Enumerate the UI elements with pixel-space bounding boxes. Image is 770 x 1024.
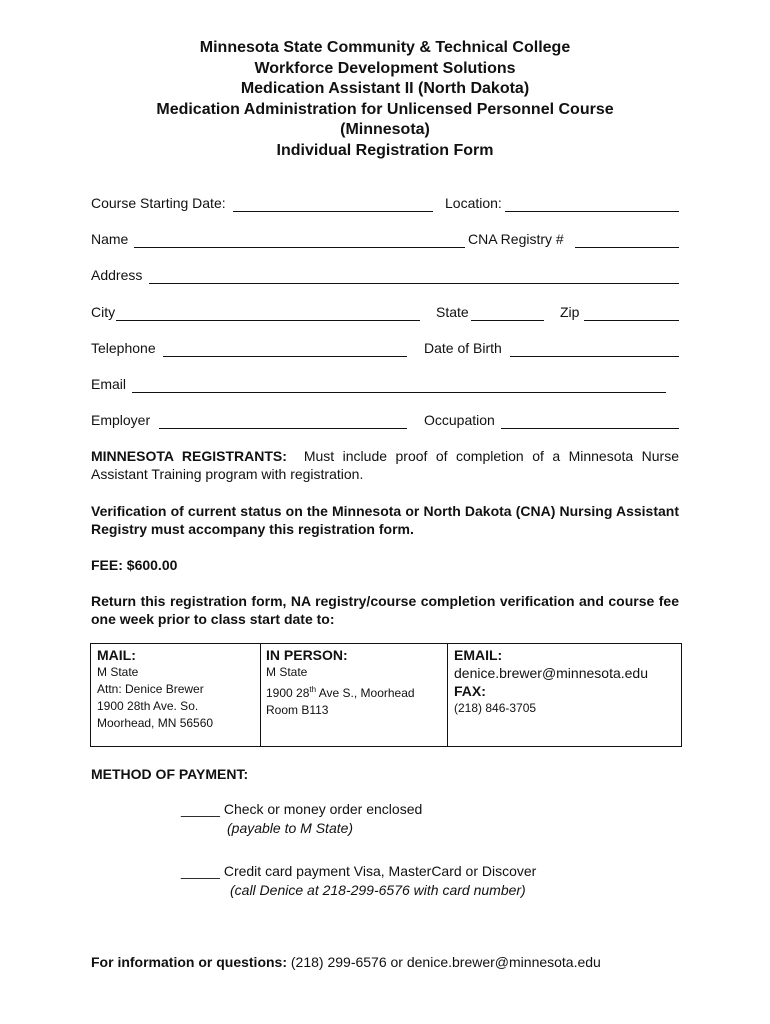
mn-registrants-label: MINNESOTA REGISTRANTS: (91, 448, 287, 464)
email-label: Email (91, 376, 127, 392)
mail-heading: MAIL: (97, 647, 136, 663)
telephone-label: Telephone (91, 340, 156, 356)
in-person-line: Room B113 (266, 703, 329, 717)
table-divider (260, 644, 261, 746)
location-field[interactable] (505, 211, 679, 212)
check-note: (payable to M State) (227, 820, 354, 836)
fax-number: (218) 846-3705 (454, 701, 537, 715)
fee-notice: FEE: $600.00 (91, 557, 178, 573)
occupation-field[interactable] (501, 428, 679, 429)
form-title (0, 38, 770, 161)
department-name: Workforce Development Solutions (254, 59, 516, 77)
footer-contact: (218) 299-6576 or denice.brewer@minnesota.edu (287, 954, 601, 970)
mail-line: 1900 28th Ave. So. (97, 699, 199, 713)
city-label: City (91, 304, 116, 320)
cna-registry-field[interactable] (575, 247, 679, 248)
address-field[interactable] (149, 283, 679, 284)
employer-label: Employer (91, 412, 151, 428)
mn-registrants-text: Must include proof of completion of a Minnesota Nurse Assistant Training program with registration. (91, 448, 679, 482)
in-person-heading: IN PERSON: (266, 647, 348, 663)
row-course-date (91, 195, 679, 215)
return-instructions: Return this registration form, NA registry/course completion verification and course fee one week prior to class start date to: (91, 593, 679, 627)
college-name: Minnesota State Community & Technical College (199, 39, 571, 56)
footer-label: For information or questions: (91, 954, 287, 970)
in-person-address: 1900 28th Ave S., Moorhead (266, 685, 415, 700)
mail-line: Moorhead, MN 56560 (97, 716, 214, 730)
payment-heading: METHOD OF PAYMENT: (91, 766, 249, 782)
state-field[interactable] (471, 320, 544, 321)
row-city (91, 304, 679, 324)
zip-label: Zip (560, 304, 580, 320)
fax-heading: FAX: (454, 683, 486, 699)
contact-table (90, 643, 682, 747)
mail-line: M State (97, 665, 139, 679)
card-label: Credit card payment Visa, MasterCard or Discover (223, 863, 537, 879)
in-person-column (266, 644, 444, 746)
telephone-field[interactable] (163, 356, 407, 357)
dob-field[interactable] (510, 356, 679, 357)
occupation-label: Occupation (424, 412, 495, 428)
mail-column (97, 644, 257, 746)
card-option (181, 862, 536, 881)
check-blank[interactable]: _____ (181, 801, 220, 817)
mail-line: Attn: Denice Brewer (97, 682, 204, 696)
cna-registry-label: CNA Registry # (468, 231, 564, 247)
employer-field[interactable] (159, 428, 407, 429)
check-label: Check or money order enclosed (223, 801, 423, 817)
row-address (91, 267, 679, 287)
footer-info (91, 953, 601, 972)
name-label: Name (91, 231, 129, 247)
row-telephone (91, 340, 679, 360)
course-start-field[interactable] (233, 211, 433, 212)
zip-field[interactable] (584, 320, 679, 321)
row-employer (91, 412, 679, 432)
row-name (91, 231, 679, 251)
verification-notice: Verification of current status on the Minnesota or North Dakota (CNA) Nursing Assistant Registry must accompany this registration form. (91, 503, 679, 537)
city-field[interactable] (116, 320, 420, 321)
dob-label: Date of Birth (424, 340, 502, 356)
card-note: (call Denice at 218-299-6576 with card number) (230, 882, 526, 898)
course-state: (Minnesota) (340, 121, 430, 138)
state-label: State (436, 304, 469, 320)
email-fax-column (454, 644, 679, 746)
email-heading: EMAIL: (454, 647, 503, 663)
in-person-line: M State (266, 665, 308, 679)
row-email (91, 376, 679, 396)
contact-email-link[interactable]: denice.brewer@minnesota.edu (454, 665, 648, 681)
mn-registrants-notice (91, 447, 679, 483)
name-field[interactable] (134, 247, 465, 248)
table-divider (447, 644, 448, 746)
card-blank[interactable]: _____ (181, 863, 220, 879)
course-title-mn: Medication Administration for Unlicensed Personnel Course (156, 100, 614, 118)
course-title-nd: Medication Assistant II (North Dakota) (240, 80, 530, 97)
location-label: Location: (445, 195, 502, 211)
email-field[interactable] (132, 392, 666, 393)
check-option (181, 800, 422, 819)
address-label: Address (91, 267, 143, 283)
course-start-label: Course Starting Date: (91, 195, 226, 211)
form-name: Individual Registration Form (276, 141, 494, 159)
